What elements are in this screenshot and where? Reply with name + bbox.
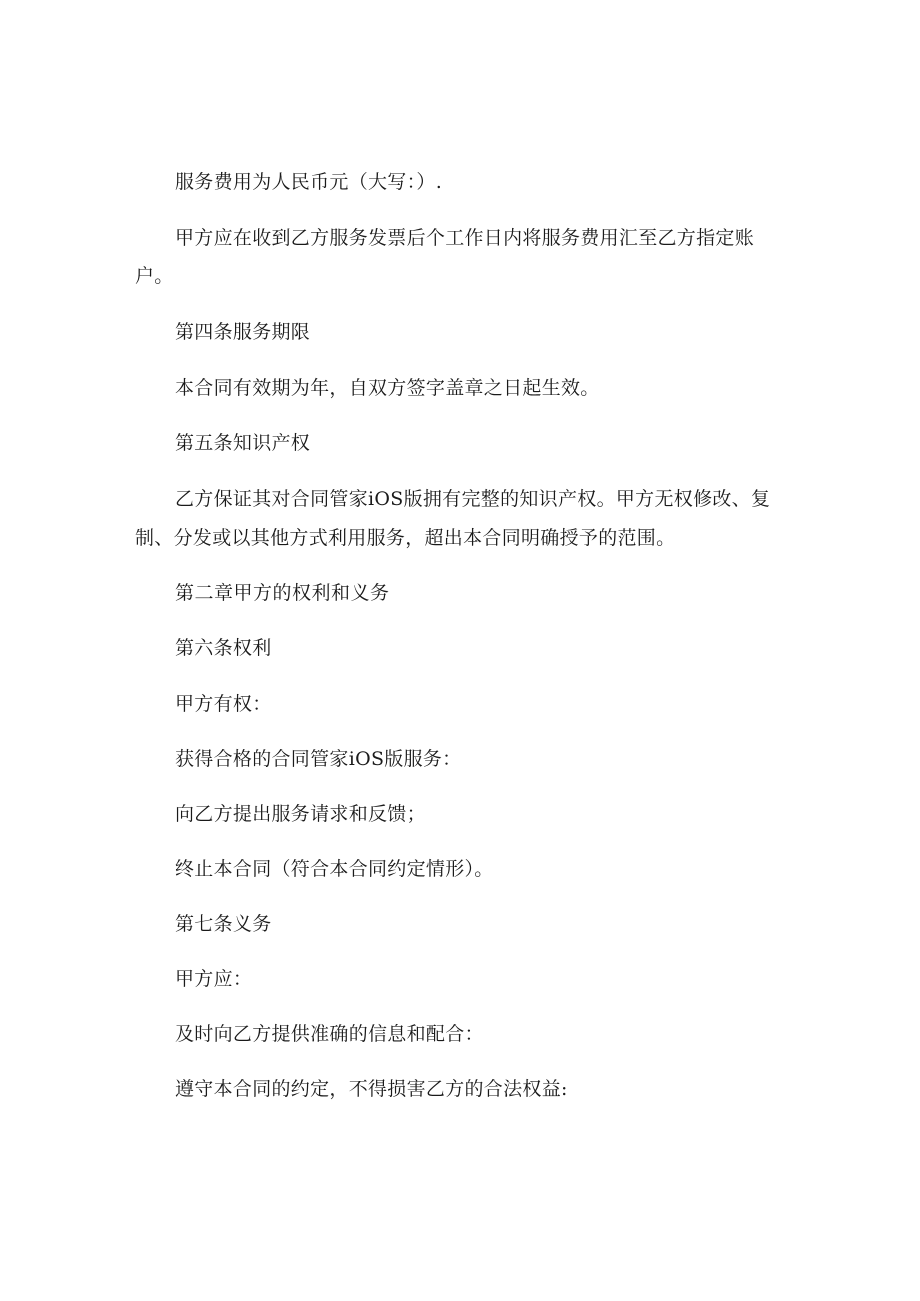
right-item-feedback: 向乙方提出服务请求和反馈；	[175, 803, 426, 825]
article-five-heading: 第五条知识产权	[175, 432, 311, 454]
obligation-item-comply: 遵守本合同的约定，不得损害乙方的合法权益:	[175, 1078, 568, 1100]
validity-paragraph: 本合同有效期为年，自双方签字盖章之日起生效。	[175, 377, 600, 399]
chapter-two-heading: 第二章甲方的权利和义务	[175, 582, 390, 604]
article-seven-heading: 第七条义务	[175, 913, 272, 935]
article-four-heading: 第四条服务期限	[175, 321, 311, 343]
ip-paragraph-continued: 制、分发或以其他方式利用服务，超出本合同明确授予的范围。	[135, 527, 676, 549]
article-six-heading: 第六条权利	[175, 637, 272, 659]
ip-paragraph: 乙方保证其对合同管家iOS版拥有完整的知识产权。甲方无权修改、复	[175, 488, 771, 510]
party-a-obligations-intro: 甲方应：	[175, 968, 253, 990]
right-item-terminate: 终止本合同（符合本合同约定情形）。	[175, 858, 494, 880]
right-item-service: 获得合格的合同管家iOS版服务：	[175, 748, 462, 770]
fee-amount-paragraph: 服务费用为人民币元（大写：）.	[175, 171, 443, 193]
party-a-rights-intro: 甲方有权：	[175, 693, 272, 715]
payment-terms-paragraph-continued: 户。	[135, 265, 174, 287]
obligation-item-info: 及时向乙方提供准确的信息和配合：	[175, 1023, 484, 1045]
payment-terms-paragraph: 甲方应在收到乙方服务发票后个工作日内将服务费用汇至乙方指定账	[175, 227, 755, 249]
